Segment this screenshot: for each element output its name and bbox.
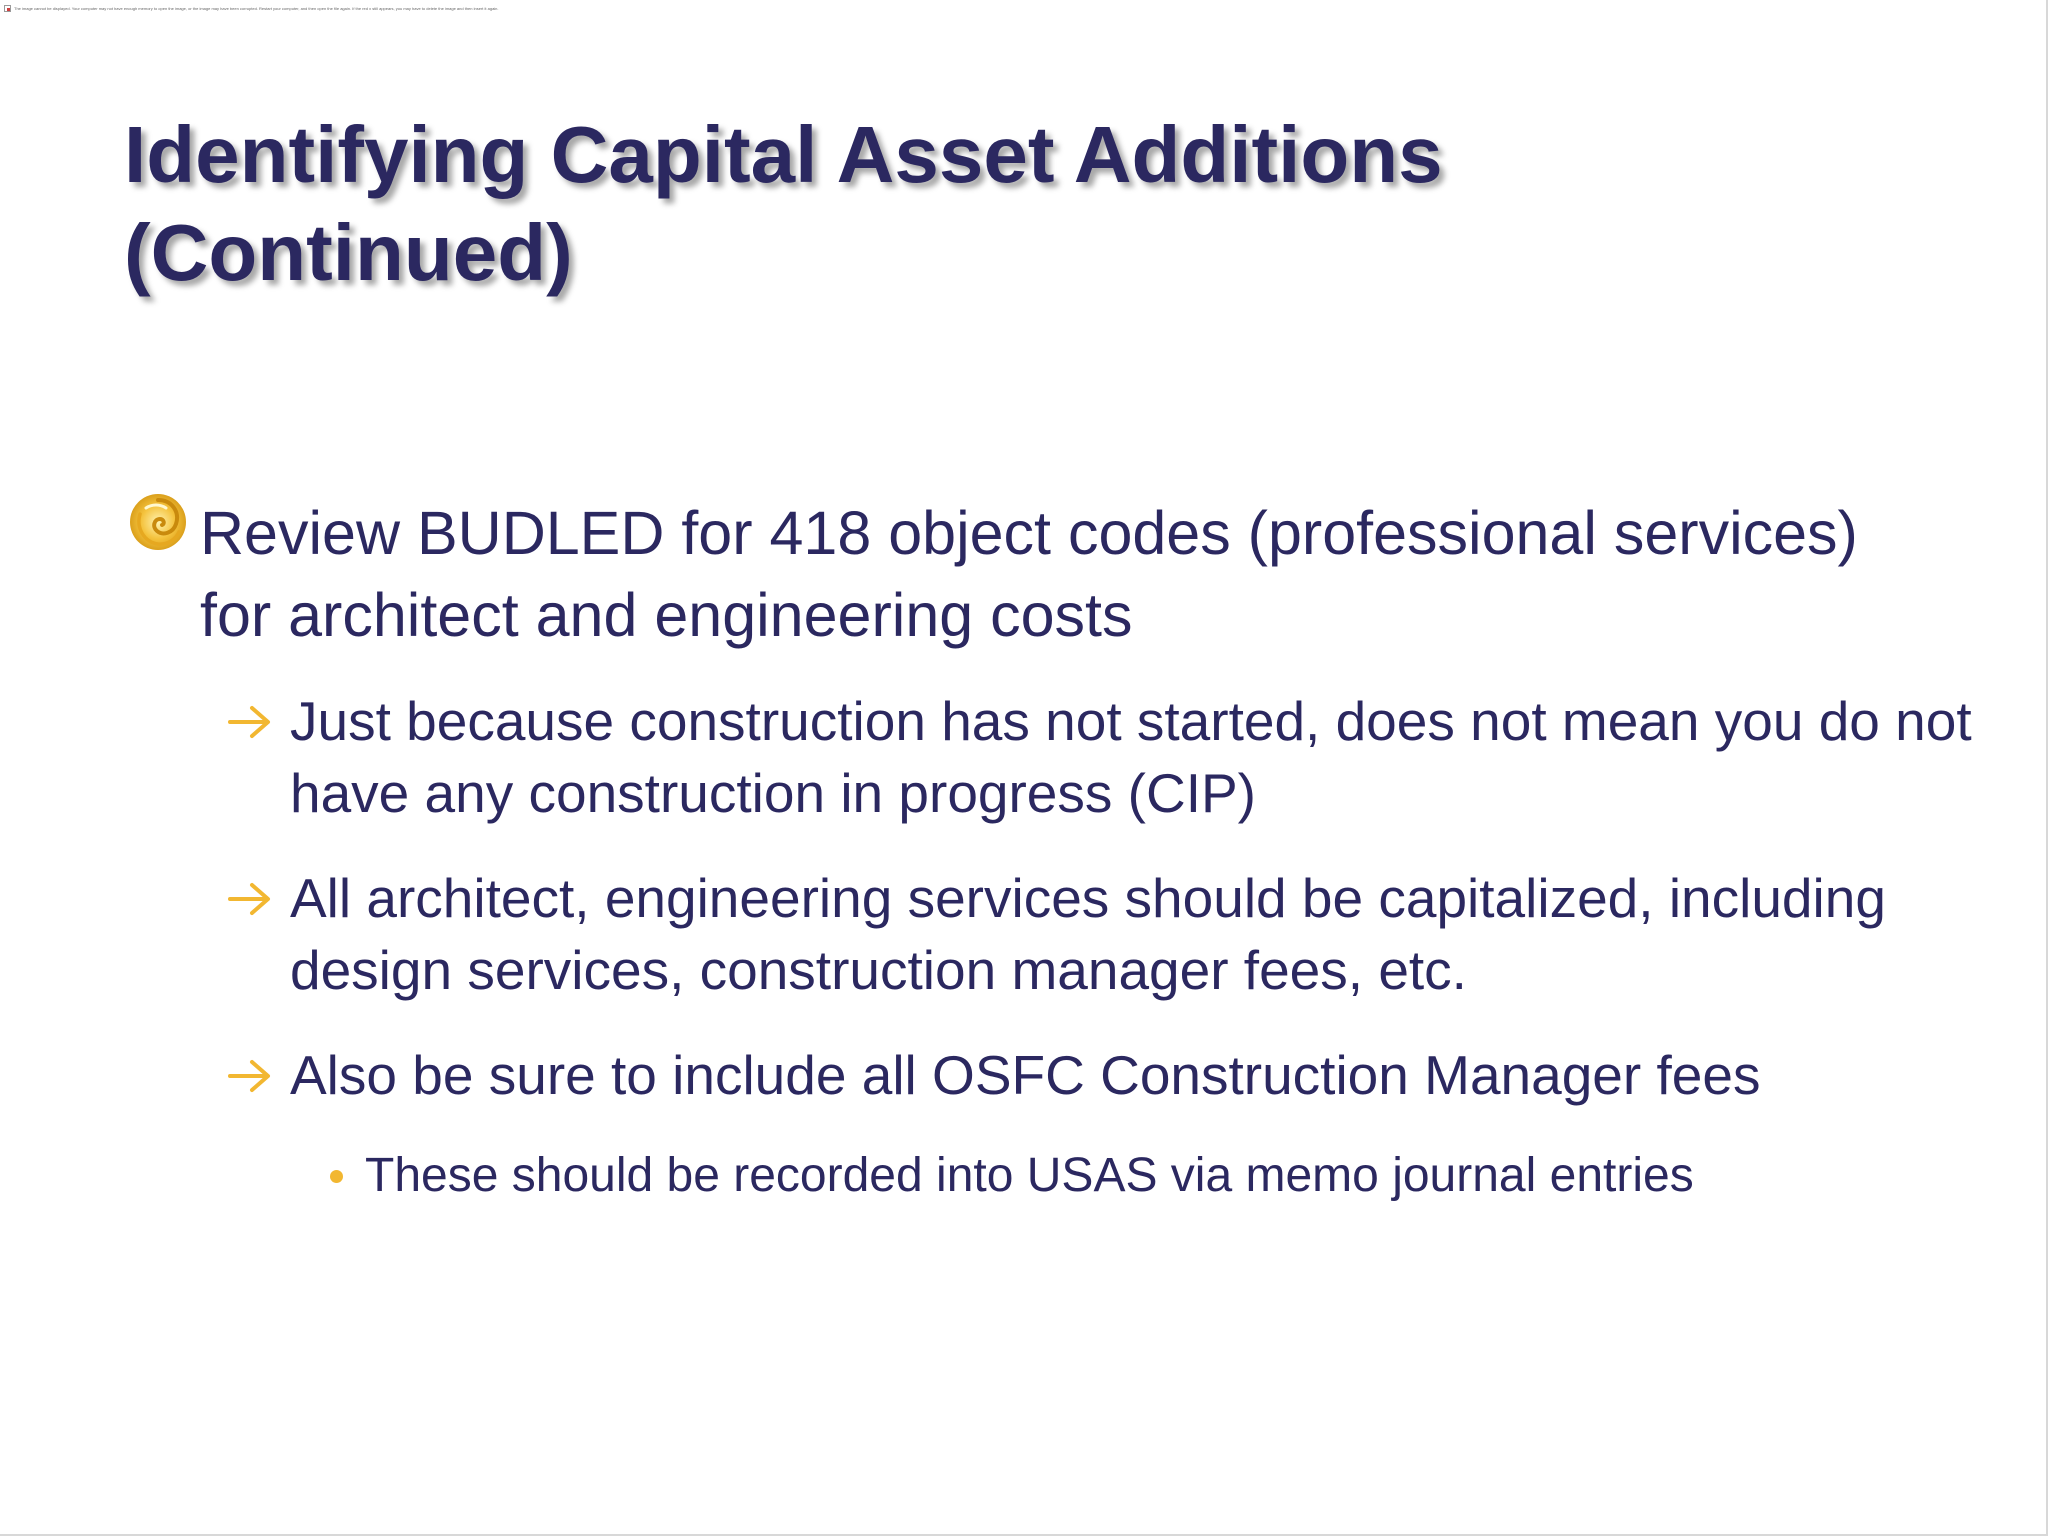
main-bullet-text: Review BUDLED for 418 object codes (professional services) for architect and engineering costs (200, 499, 1858, 649)
slide-title-line-1: Identifying Capital Asset Additions (124, 110, 1443, 199)
slide-title-line-2: (Continued) (124, 208, 573, 297)
sub-bullet-3: Also be sure to include all OSFC Construction Manager fees (290, 1044, 1761, 1106)
broken-image-notice: The image cannot be displayed. Your computer may not have enough memory to open the image, or the image may have been corrupted. Restart your computer, and then open the file again. If the red x still appears, you may have to delete the image and then insert it again. (14, 5, 499, 11)
arrow-right-icon (226, 702, 276, 742)
arrow-right-icon (226, 1056, 276, 1096)
sub-bullet-1: Just because construction has not started, does not mean you do not have any construction in progress (CIP) (290, 690, 1972, 824)
arrow-right-icon (226, 879, 276, 919)
sub-bullet-2: All architect, engineering services should be capitalized, including design services, construction manager fees, etc. (290, 867, 1886, 1001)
dot-bullet-icon (330, 1170, 343, 1183)
sub-sub-bullet: These should be recorded into USAS via memo journal entries (365, 1149, 1694, 1202)
swirl-bullet-icon (126, 490, 190, 554)
